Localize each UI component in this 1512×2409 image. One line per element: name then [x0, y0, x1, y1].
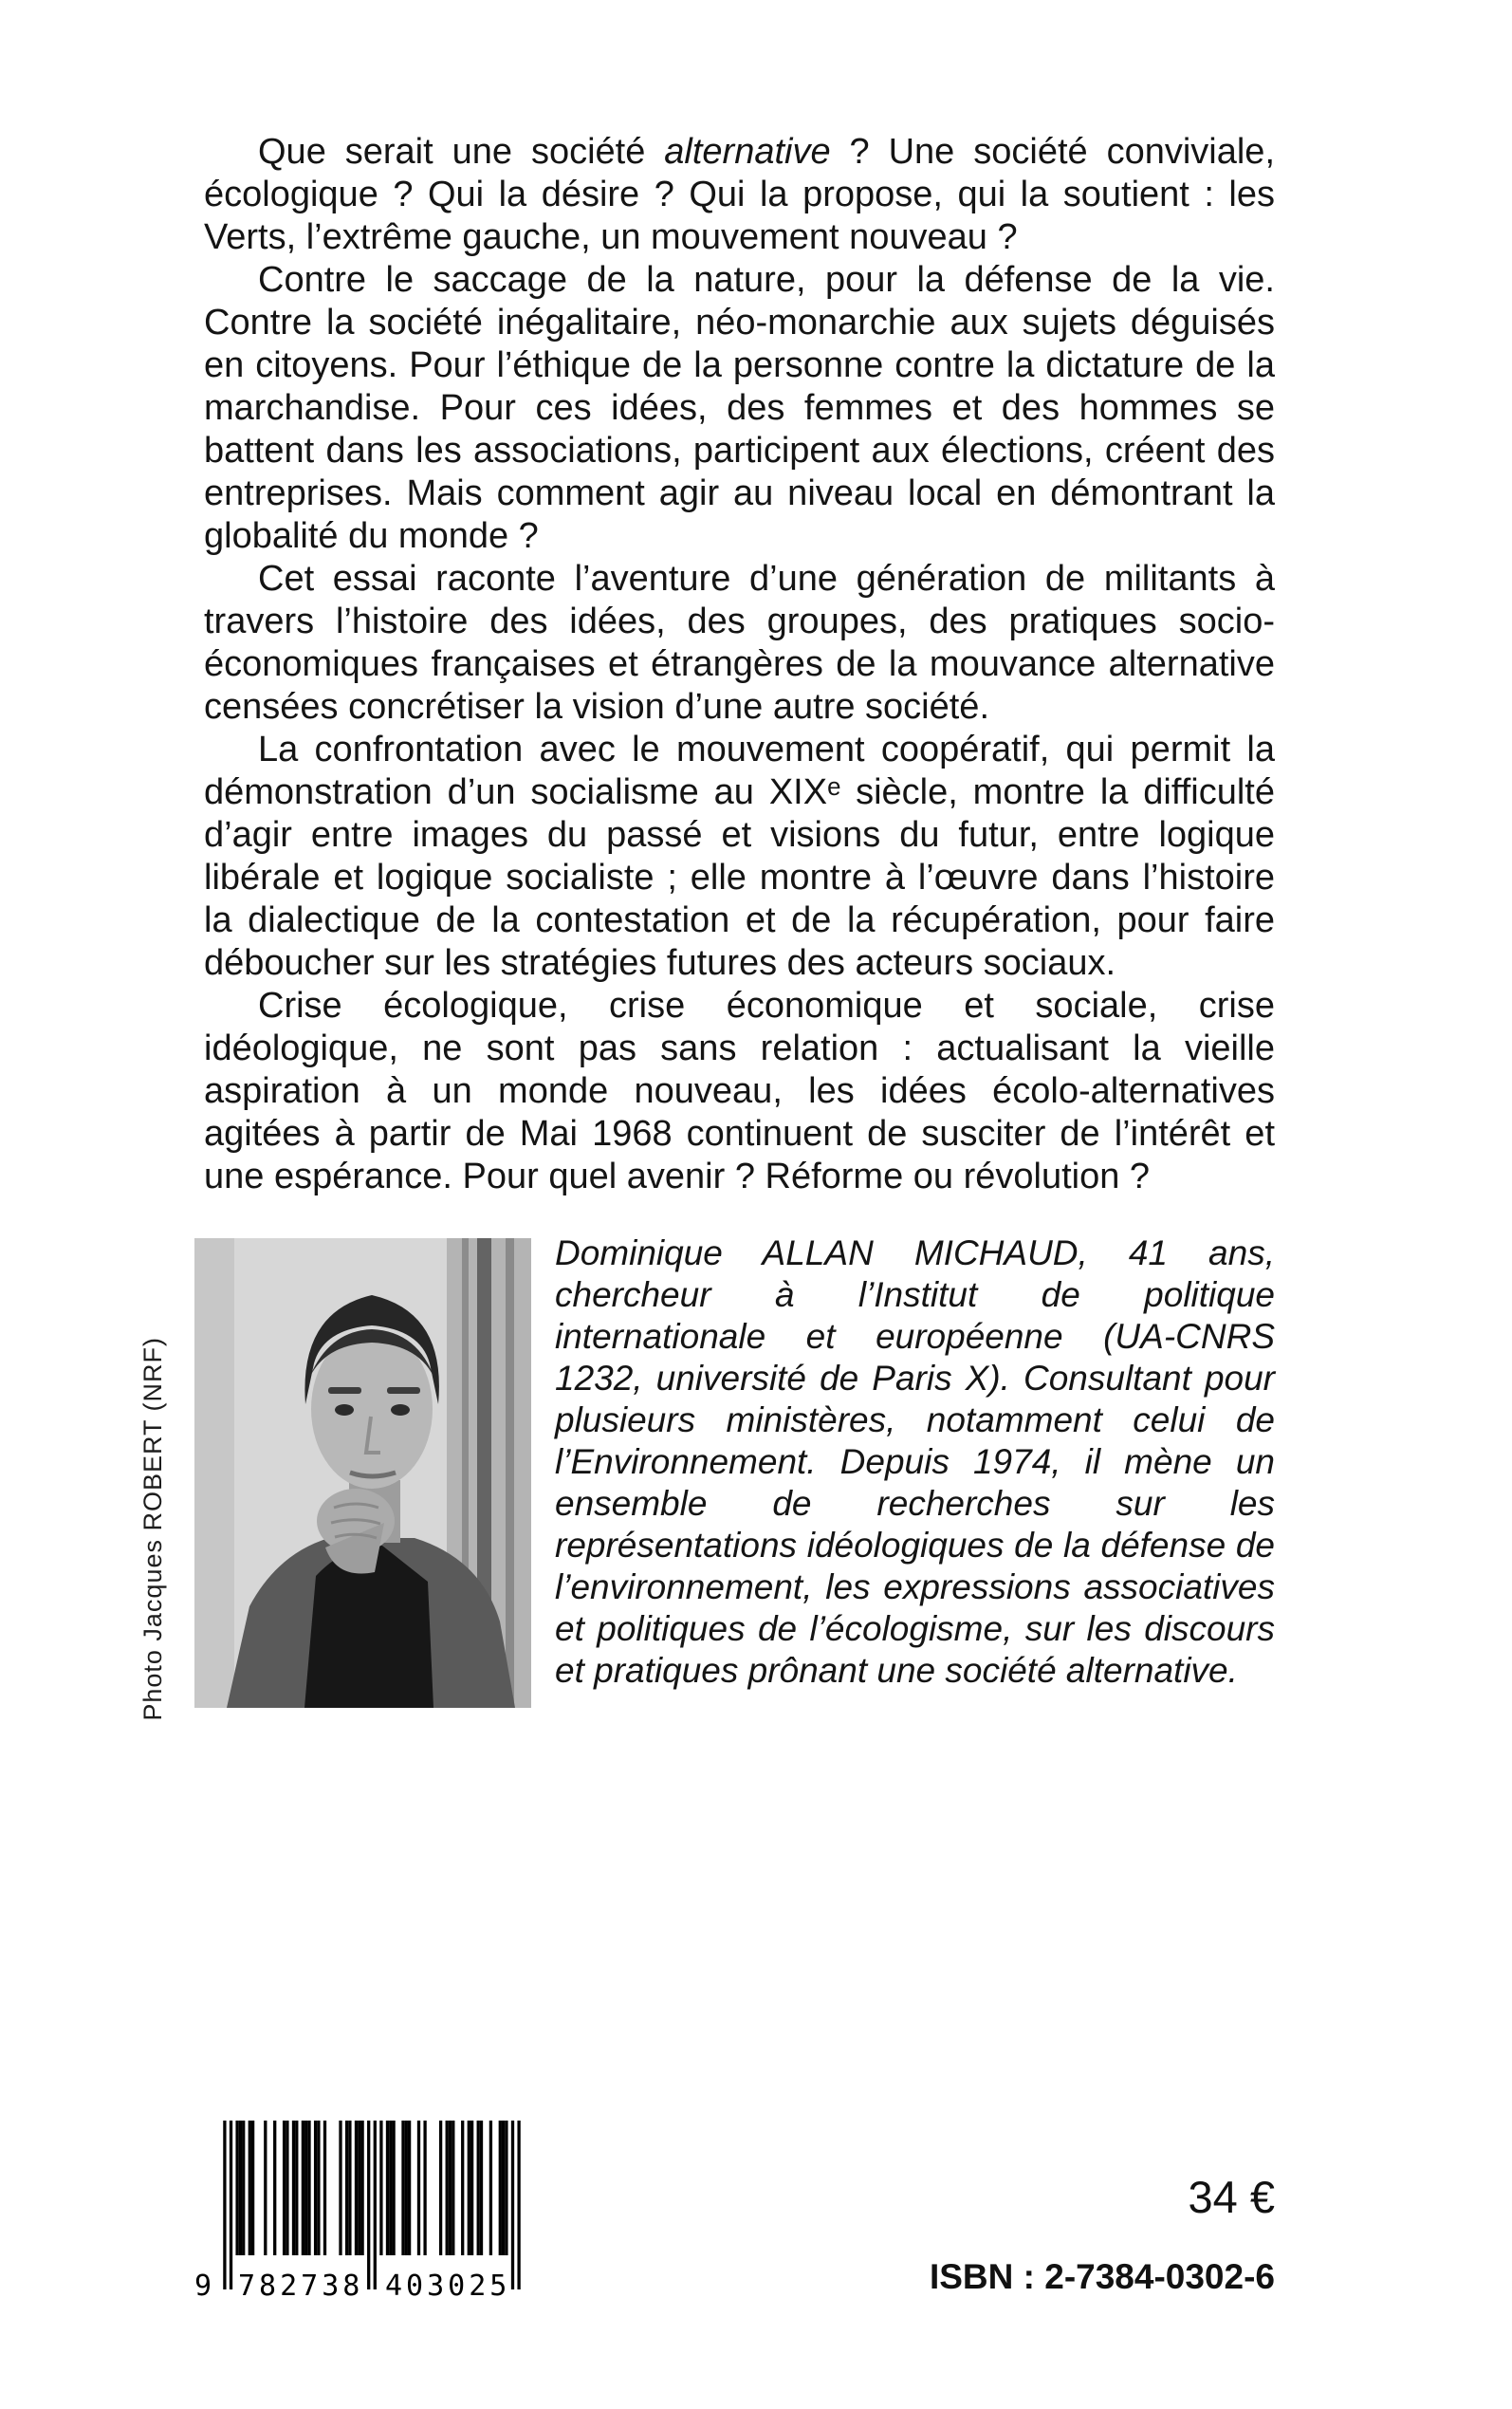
blurb-paragraph-3: Cet essai raconte l’aventure d’une génération de militants à travers l’histoire des idées, des groupes, des pratiques socio-économiques françaises et étrangères de la mouvance alternative censées concrétiser la vision d’une autre société. — [204, 559, 1275, 727]
photo-credit: Photo Jacques ROBERT (NRF) — [138, 1337, 167, 1721]
author-photo — [194, 1238, 531, 1708]
blurb-paragraph-5: Crise écologique, crise économique et sociale, crise idéologique, ne sont pas sans relation : actualisant la vieille aspiration à un monde nouveau, les idées écolo-alternatives agitées à partir de Mai 1968 continuent de susciter de l’intérêt et une espérance. Pour quel avenir ? Réforme ou révolution ? — [204, 986, 1275, 1196]
author-section — [0, 1232, 1512, 1750]
paragraph-text: Que serait une société — [258, 132, 665, 172]
emphasized-word: alternative — [664, 132, 831, 172]
footer — [194, 2121, 1275, 2303]
back-cover-blurb — [0, 0, 1512, 1198]
author-bio: Dominique ALLAN MICHAUD, 41 ans, chercheur à l’Institut de politique internationale et européenne (UA-CNRS 1232, université de Paris X). Consultant pour plusieurs ministères, notamment celui de l’Environnement. Depuis 1974, il mène un ensemble de recherches sur les représentations idéologiques de la défense de l’environnement, les expressions associatives et politiques de l’écologisme, sur les discours et pratiques prônant une société alternative. — [555, 1233, 1275, 1690]
barcode — [194, 2121, 528, 2303]
isbn: ISBN : 2-7384-0302-6 — [929, 2257, 1275, 2296]
pricing-block — [930, 2171, 1275, 2297]
paragraph-text: ? Une société conviviale, écologique ? Qui la désire ? Qui la propose, qui la soutient : les Verts, l’extrême gauche, un mouvement nouveau ? — [204, 132, 1275, 257]
barcode-digits-right: 403025 — [385, 2270, 511, 2303]
barcode-bars — [223, 2121, 521, 2294]
price: 34 € — [1188, 2172, 1275, 2222]
barcode-digits-left: 782738 — [238, 2270, 364, 2303]
barcode-digit-first: 9 — [194, 2270, 212, 2303]
blurb-paragraph-4: La confrontation avec le mouvement coopératif, qui permit la démonstration d’un socialisme au XIXᵉ siècle, montre la difficulté d’agir entre images du passé et visions du futur, entre logique libérale et logique socialiste ; elle montre à l’œuvre dans l’histoire la dialectique de la contestation et de la récupération, pour faire déboucher sur les stratégies futures des acteurs sociaux. — [204, 730, 1275, 983]
blurb-paragraph-1 — [204, 131, 1275, 259]
author-portrait-illustration — [194, 1238, 531, 1708]
blurb-paragraph-2: Contre le saccage de la nature, pour la défense de la vie. Contre la société inégalitaire, néo-monarchie aux sujets déguisés en citoyens. Pour l’éthique de la personne contre la dictature de la marchandise. Pour ces idées, des femmes et des hommes se battent dans les associations, participent aux élections, créent des entreprises. Mais comment agir au niveau local en démontrant la globalité du monde ? — [204, 260, 1275, 556]
